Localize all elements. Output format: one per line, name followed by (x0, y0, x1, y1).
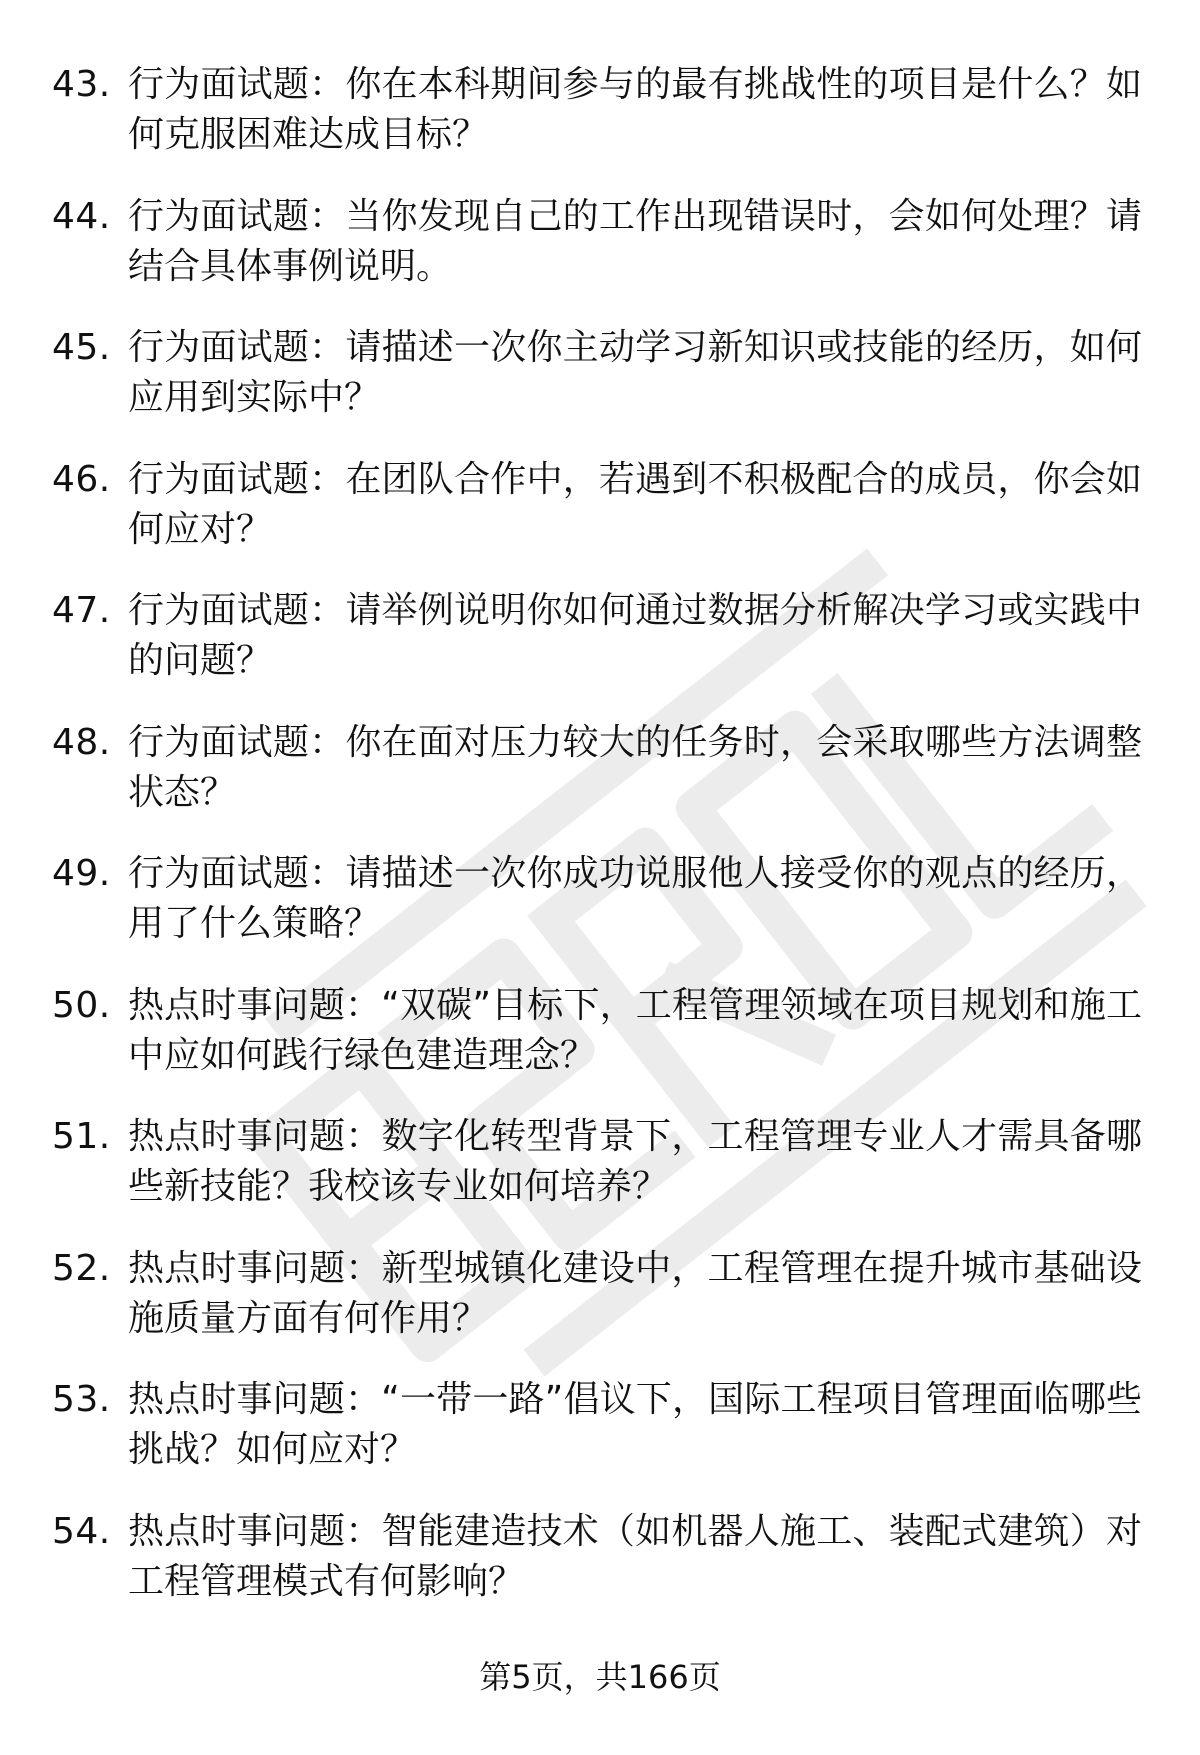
question-number: 48. (52, 721, 111, 763)
question-number: 47. (52, 590, 111, 631)
question-item-46 (0, 455, 1200, 587)
question-text: 行为面试题：在团队合作中，若遇到不积极配合的成员，你会如何应对？ (128, 458, 1142, 550)
question-item-43 (0, 60, 1200, 192)
question-item-44 (0, 192, 1200, 324)
question-text: 热点时事问题：智能建造技术（如机器人施工、装配式建筑）对工程管理模式有何影响？ (128, 1510, 1142, 1602)
question-item-48 (0, 718, 1200, 850)
question-item-49 (0, 849, 1200, 981)
question-number: 50. (52, 984, 111, 1026)
question-text: 行为面试题：请描述一次你成功说服他人接受你的观点的经历，用了什么策略？ (128, 853, 1142, 944)
question-text: 行为面试题：你在面对压力较大的任务时，会采取哪些方法调整状态？ (128, 721, 1142, 813)
question-text: 热点时事问题：数字化转型背景下，工程管理专业人才需具备哪些新技能？我校该专业如何培养？ (128, 1116, 1142, 1207)
question-item-54 (0, 1507, 1200, 1639)
question-number: 54. (52, 1510, 111, 1552)
question-item-50 (0, 981, 1200, 1113)
question-text: 热点时事问题：“双碳”目标下，工程管理领域在项目规划和施工中应如何践行绿色建造理念？ (128, 984, 1142, 1076)
question-text: 行为面试题：请举例说明你如何通过数据分析解决学习或实践中的问题？ (128, 590, 1142, 681)
question-number: 53. (52, 1379, 111, 1420)
question-text: 行为面试题：你在本科期间参与的最有挑战性的项目是什么？如何克服困难达成目标？ (128, 64, 1142, 155)
question-item-45 (0, 323, 1200, 455)
question-list (0, 60, 1200, 1638)
question-item-47 (0, 586, 1200, 718)
question-item-52 (0, 1244, 1200, 1376)
question-item-51 (0, 1112, 1200, 1244)
question-number: 46. (52, 458, 111, 500)
question-item-53 (0, 1375, 1200, 1507)
question-text: 行为面试题：当你发现自己的工作出现错误时，会如何处理？请结合具体事例说明。 (128, 195, 1142, 287)
question-number: 44. (52, 195, 111, 237)
question-number: 49. (52, 853, 111, 894)
page-footer: 第5页，共166页 (479, 1658, 721, 1696)
question-text: 热点时事问题：“一带一路”倡议下，国际工程项目管理面临哪些挑战？如何应对？ (128, 1379, 1142, 1470)
question-number: 43. (52, 64, 111, 105)
question-text: 行为面试题：请描述一次你主动学习新知识或技能的经历，如何应用到实际中？ (128, 327, 1142, 418)
question-number: 51. (52, 1116, 111, 1157)
question-text: 热点时事问题：新型城镇化建设中，工程管理在提升城市基础设施质量方面有何作用？ (128, 1247, 1142, 1339)
question-number: 52. (52, 1247, 111, 1289)
question-number: 45. (52, 327, 111, 368)
